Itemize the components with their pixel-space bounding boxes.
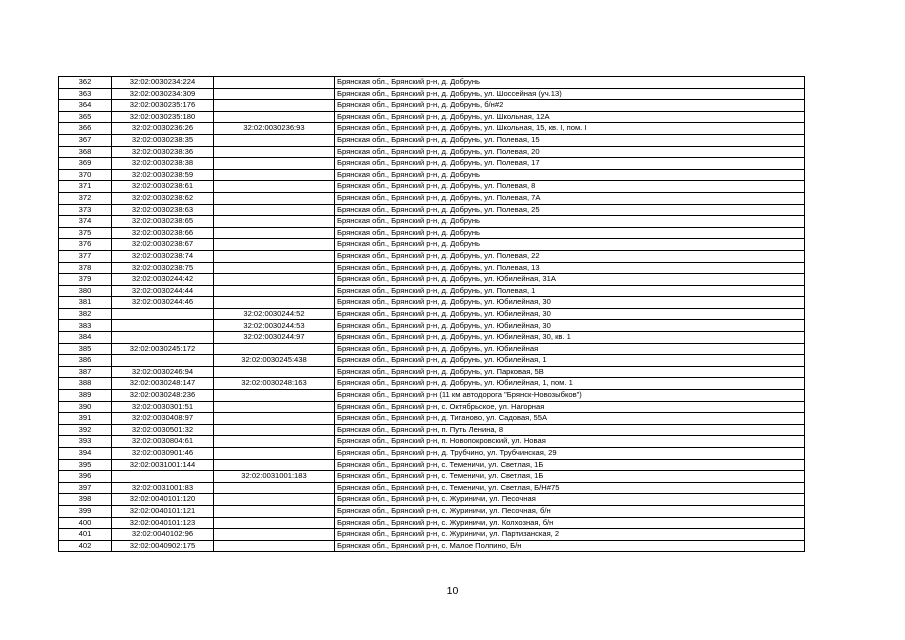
table-row [59,343,805,355]
address-cell: Брянская обл., Брянский р-н, д. Добрунь, ул. Полевая, 7А [335,192,805,204]
row-number: 391 [59,413,112,425]
table-row [59,517,805,529]
row-number: 384 [59,332,112,344]
row-number: 386 [59,355,112,367]
table-row [59,471,805,483]
related-cadastral-number-cell [214,413,335,425]
row-number: 389 [59,390,112,402]
related-cadastral-number-cell [214,77,335,89]
table-row [59,459,805,471]
row-number: 383 [59,320,112,332]
address-cell: Брянская обл., Брянский р-н, с. Журиничи, ул. Колхозная, б/н [335,517,805,529]
cadastral-number-cell: 32:02:0030238:65 [112,216,214,228]
address-cell: Брянская обл., Брянский р-н, д. Добрунь, ул. Полевая, 1 [335,285,805,297]
related-cadastral-number-cell [214,169,335,181]
cadastral-number-cell: 32:02:0030234:224 [112,77,214,89]
row-number: 365 [59,111,112,123]
table-row [59,227,805,239]
table-row [59,401,805,413]
related-cadastral-number-cell: 32:02:0030248:163 [214,378,335,390]
row-number: 396 [59,471,112,483]
related-cadastral-number-cell [214,424,335,436]
address-cell: Брянская обл., Брянский р-н, с. Малое Полпино, Б/н [335,540,805,552]
table-row [59,494,805,506]
table-row [59,390,805,402]
table-row [59,297,805,309]
cadastral-number-cell: 32:02:0030901:46 [112,448,214,460]
related-cadastral-number-cell [214,111,335,123]
address-cell: Брянская обл., Брянский р-н, д. Добрунь, б/н#2 [335,100,805,112]
table-row [59,100,805,112]
address-cell: Брянская обл., Брянский р-н, д. Добрунь, ул. Школьная, 15, кв. I, пом. I [335,123,805,135]
cadastral-number-cell [112,471,214,483]
table-row [59,239,805,251]
table-row [59,169,805,181]
row-number: 374 [59,216,112,228]
related-cadastral-number-cell [214,146,335,158]
row-number: 382 [59,308,112,320]
address-cell: Брянская обл., Брянский р-н, с. Журиничи, ул. Песочная [335,494,805,506]
related-cadastral-number-cell [214,285,335,297]
address-cell: Брянская обл., Брянский р-н, с. Журиничи, ул. Партизанская, 2 [335,529,805,541]
address-cell: Брянская обл., Брянский р-н, д. Добрунь, ул. Школьная, 12А [335,111,805,123]
related-cadastral-number-cell [214,505,335,517]
related-cadastral-number-cell [214,204,335,216]
cadastral-number-cell: 32:02:0030238:66 [112,227,214,239]
related-cadastral-number-cell [214,227,335,239]
row-number: 381 [59,297,112,309]
cadastral-number-cell: 32:02:0030235:176 [112,100,214,112]
related-cadastral-number-cell [214,343,335,355]
cadastral-number-cell [112,320,214,332]
address-cell: Брянская обл., Брянский р-н, д. Добрунь, ул. Юбилейная, 30 [335,308,805,320]
cadastral-number-cell: 32:02:0030238:61 [112,181,214,193]
cadastral-number-cell: 32:02:0030238:74 [112,250,214,262]
address-cell: Брянская обл., Брянский р-н, д. Добрунь, ул. Парковая, 5В [335,366,805,378]
address-cell: Брянская обл., Брянский р-н, с. Октябрьское, ул. Нагорная [335,401,805,413]
table-row [59,424,805,436]
related-cadastral-number-cell [214,494,335,506]
related-cadastral-number-cell [214,274,335,286]
row-number: 393 [59,436,112,448]
row-number: 400 [59,517,112,529]
related-cadastral-number-cell: 32:02:0030244:52 [214,308,335,320]
table-row [59,413,805,425]
row-number: 401 [59,529,112,541]
address-cell: Брянская обл., Брянский р-н, д. Добрунь, ул. Юбилейная, 31А [335,274,805,286]
cadastral-number-cell: 32:02:0030238:36 [112,146,214,158]
cadastral-number-cell: 32:02:0030244:44 [112,285,214,297]
row-number: 368 [59,146,112,158]
table-row [59,274,805,286]
cadastral-number-cell: 32:02:0030238:67 [112,239,214,251]
table-row [59,285,805,297]
cadastral-number-cell [112,332,214,344]
address-cell: Брянская обл., Брянский р-н, д. Добрунь [335,239,805,251]
row-number: 390 [59,401,112,413]
table-row [59,320,805,332]
address-cell: Брянская обл., Брянский р-н, д. Добрунь, ул. Юбилейная [335,343,805,355]
cadastral-number-cell: 32:02:0040102:96 [112,529,214,541]
address-cell: Брянская обл., Брянский р-н, д. Добрунь, ул. Юбилейная, 1, пом. 1 [335,378,805,390]
table-row [59,505,805,517]
address-cell: Брянская обл., Брянский р-н, д. Добрунь, ул. Полевая, 8 [335,181,805,193]
address-cell: Брянская обл., Брянский р-н, д. Добрунь [335,227,805,239]
related-cadastral-number-cell [214,517,335,529]
row-number: 392 [59,424,112,436]
row-number: 372 [59,192,112,204]
cadastral-number-cell: 32:02:0030248:147 [112,378,214,390]
related-cadastral-number-cell [214,448,335,460]
cadastral-number-cell [112,308,214,320]
cadastral-number-cell: 32:02:0030238:63 [112,204,214,216]
cadastral-number-cell: 32:02:0030246:94 [112,366,214,378]
address-cell: Брянская обл., Брянский р-н, д. Добрунь [335,169,805,181]
cadastral-number-cell: 32:02:0030501:32 [112,424,214,436]
cadastral-number-cell: 32:02:0030238:35 [112,134,214,146]
cadastral-number-cell: 32:02:0030238:62 [112,192,214,204]
row-number: 377 [59,250,112,262]
row-number: 397 [59,482,112,494]
table-row [59,250,805,262]
table-row [59,332,805,344]
cadastral-number-cell: 32:02:0031001:83 [112,482,214,494]
row-number: 362 [59,77,112,89]
related-cadastral-number-cell [214,250,335,262]
address-cell: Брянская обл., Брянский р-н, д. Добрунь, ул. Юбилейная, 30, кв. 1 [335,332,805,344]
cadastral-number-cell: 32:02:0031001:144 [112,459,214,471]
table-row [59,204,805,216]
related-cadastral-number-cell [214,366,335,378]
related-cadastral-number-cell: 32:02:0030244:53 [214,320,335,332]
address-cell: Брянская обл., Брянский р-н, д. Тиганово, ул. Садовая, 55А [335,413,805,425]
table-row [59,146,805,158]
row-number: 395 [59,459,112,471]
address-cell: Брянская обл., Брянский р-н, с. Теменичи, ул. Светлая, 1Б [335,459,805,471]
table-body [59,77,805,552]
related-cadastral-number-cell [214,540,335,552]
address-cell: Брянская обл., Брянский р-н, с. Теменичи, ул. Светлая, 1Б [335,471,805,483]
cadastral-number-cell: 32:02:0030238:75 [112,262,214,274]
table-row [59,540,805,552]
related-cadastral-number-cell [214,297,335,309]
cadastral-number-cell [112,355,214,367]
row-number: 367 [59,134,112,146]
cadastral-register-table [58,76,805,552]
address-cell: Брянская обл., Брянский р-н, с. Журиничи, ул. Песочная, б/н [335,505,805,517]
address-cell: Брянская обл., Брянский р-н, д. Добрунь, ул. Полевая, 22 [335,250,805,262]
table-row [59,529,805,541]
table-row [59,308,805,320]
address-cell: Брянская обл., Брянский р-н, д. Добрунь, ул. Полевая, 13 [335,262,805,274]
related-cadastral-number-cell [214,100,335,112]
cadastral-number-cell: 32:02:0030301:51 [112,401,214,413]
cadastral-number-cell: 32:02:0030244:42 [112,274,214,286]
row-number: 394 [59,448,112,460]
address-cell: Брянская обл., Брянский р-н, д. Добрунь, ул. Шоссейная (уч.13) [335,88,805,100]
cadastral-number-cell: 32:02:0040101:120 [112,494,214,506]
related-cadastral-number-cell [214,390,335,402]
table-row [59,123,805,135]
row-number: 380 [59,285,112,297]
address-cell: Брянская обл., Брянский р-н, д. Добрунь, ул. Юбилейная, 30 [335,297,805,309]
row-number: 371 [59,181,112,193]
row-number: 378 [59,262,112,274]
table-row [59,262,805,274]
row-number: 369 [59,158,112,170]
cadastral-number-cell: 32:02:0030235:180 [112,111,214,123]
address-cell: Брянская обл., Брянский р-н, п. Новопокровский, ул. Новая [335,436,805,448]
row-number: 379 [59,274,112,286]
row-number: 387 [59,366,112,378]
cadastral-number-cell: 32:02:0030236:26 [112,123,214,135]
table-row [59,482,805,494]
related-cadastral-number-cell [214,239,335,251]
related-cadastral-number-cell [214,158,335,170]
table-row [59,158,805,170]
table-row [59,181,805,193]
cadastral-number-cell: 32:02:0030245:172 [112,343,214,355]
related-cadastral-number-cell [214,262,335,274]
related-cadastral-number-cell [214,529,335,541]
related-cadastral-number-cell [214,216,335,228]
row-number: 385 [59,343,112,355]
address-cell: Брянская обл., Брянский р-н, д. Добрунь [335,77,805,89]
address-cell: Брянская обл., Брянский р-н, д. Добрунь [335,216,805,228]
table-row [59,88,805,100]
related-cadastral-number-cell [214,436,335,448]
row-number: 363 [59,88,112,100]
related-cadastral-number-cell [214,134,335,146]
table-row [59,134,805,146]
cadastral-number-cell: 32:02:0030234:309 [112,88,214,100]
cadastral-number-cell: 32:02:0030408:97 [112,413,214,425]
table-row [59,436,805,448]
table-row [59,77,805,89]
address-cell: Брянская обл., Брянский р-н, д. Трубчино, ул. Трубчинская, 29 [335,448,805,460]
table-row [59,448,805,460]
related-cadastral-number-cell [214,401,335,413]
address-cell: Брянская обл., Брянский р-н, д. Добрунь, ул. Полевая, 25 [335,204,805,216]
table-row [59,366,805,378]
row-number: 399 [59,505,112,517]
page-number: 10 [446,585,459,597]
cadastral-number-cell: 32:02:0040101:121 [112,505,214,517]
address-cell: Брянская обл., Брянский р-н, д. Добрунь, ул. Полевая, 20 [335,146,805,158]
related-cadastral-number-cell: 32:02:0030244:97 [214,332,335,344]
row-number: 376 [59,239,112,251]
cadastral-number-cell: 32:02:0030238:38 [112,158,214,170]
cadastral-number-cell: 32:02:0040902:175 [112,540,214,552]
row-number: 398 [59,494,112,506]
table-row [59,216,805,228]
related-cadastral-number-cell: 32:02:0030236:93 [214,123,335,135]
related-cadastral-number-cell [214,88,335,100]
row-number: 370 [59,169,112,181]
cadastral-number-cell: 32:02:0030238:59 [112,169,214,181]
address-cell: Брянская обл., Брянский р-н, д. Добрунь, ул. Юбилейная, 30 [335,320,805,332]
row-number: 388 [59,378,112,390]
row-number: 364 [59,100,112,112]
related-cadastral-number-cell: 32:02:0030245:438 [214,355,335,367]
cadastral-number-cell: 32:02:0030244:46 [112,297,214,309]
cadastral-number-cell: 32:02:0040101:123 [112,517,214,529]
address-cell: Брянская обл., Брянский р-н, д. Добрунь, ул. Юбилейная, 1 [335,355,805,367]
table-row [59,378,805,390]
row-number: 373 [59,204,112,216]
table-row [59,355,805,367]
row-number: 402 [59,540,112,552]
related-cadastral-number-cell [214,482,335,494]
row-number: 366 [59,123,112,135]
address-cell: Брянская обл., Брянский р-н, п. Путь Ленина, 8 [335,424,805,436]
address-cell: Брянская обл., Брянский р-н (11 км автодорога "Брянск-Новозыбков") [335,390,805,402]
related-cadastral-number-cell [214,181,335,193]
cadastral-number-cell: 32:02:0030248:236 [112,390,214,402]
related-cadastral-number-cell: 32:02:0031001:183 [214,471,335,483]
address-cell: Брянская обл., Брянский р-н, д. Добрунь, ул. Полевая, 17 [335,158,805,170]
row-number: 375 [59,227,112,239]
cadastral-number-cell: 32:02:0030804:61 [112,436,214,448]
table-row [59,111,805,123]
related-cadastral-number-cell [214,192,335,204]
related-cadastral-number-cell [214,459,335,471]
table-row [59,192,805,204]
address-cell: Брянская обл., Брянский р-н, д. Добрунь, ул. Полевая, 15 [335,134,805,146]
address-cell: Брянская обл., Брянский р-н, с. Теменичи, ул. Светлая, Б/Н#75 [335,482,805,494]
